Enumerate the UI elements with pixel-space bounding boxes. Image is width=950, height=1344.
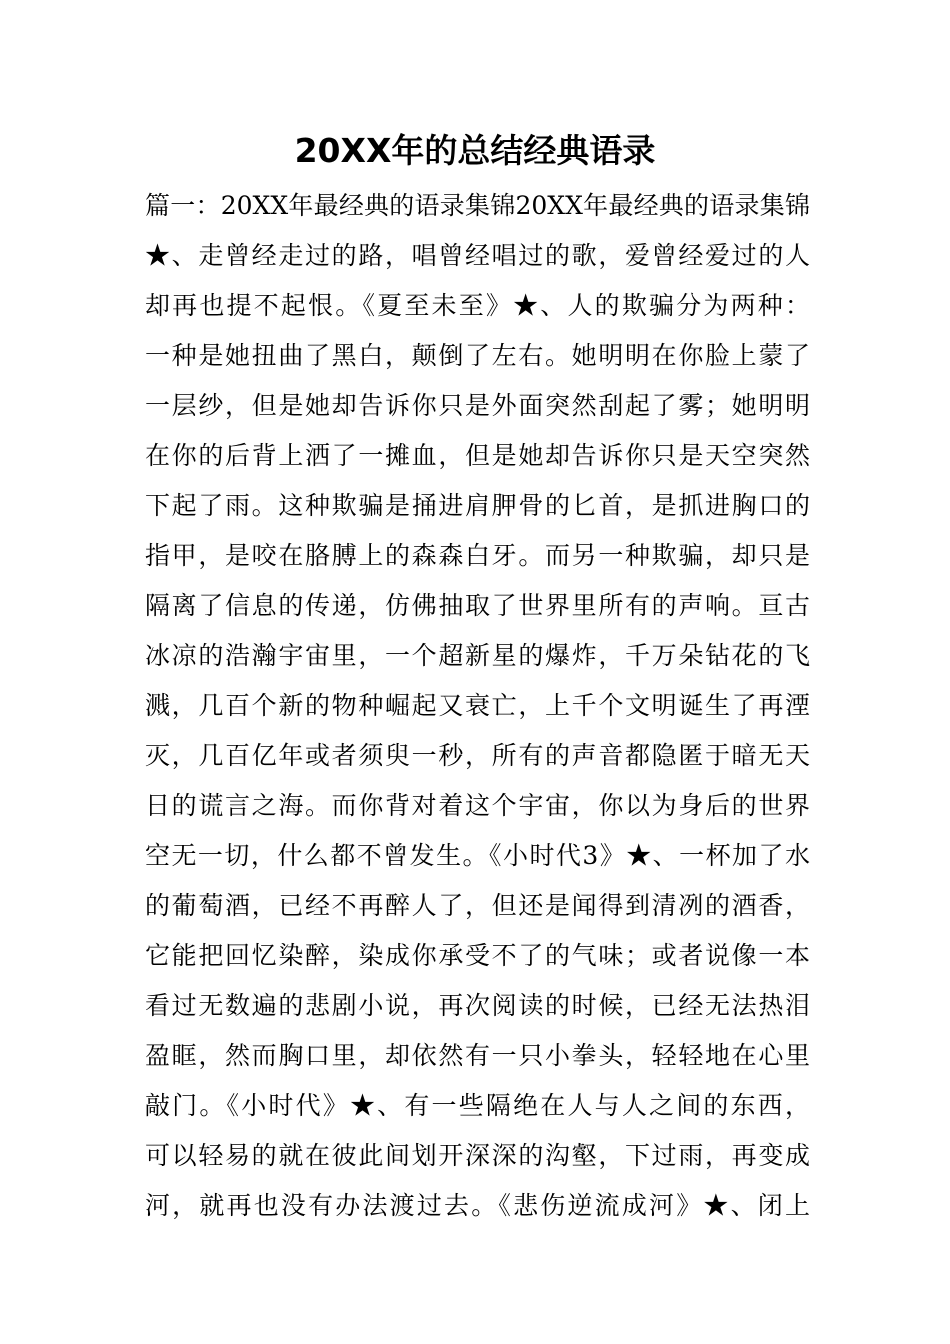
body-line: 一种是她扭曲了黑白，颠倒了左右。她明明在你脸上蒙了	[145, 341, 810, 370]
document-title: 20XX年的总结经典语录	[294, 131, 656, 170]
body-line: 看过无数遍的悲剧小说，再次阅读的时候，已经无法热泪	[145, 991, 810, 1020]
body-line: 却再也提不起恨。《夏至未至》★、人的欺骗分为两种：	[145, 291, 810, 320]
body-line: 盈眶，然而胸口里，却依然有一只小拳头，轻轻地在心里	[145, 1041, 810, 1070]
body-line: 隔离了信息的传递，仿佛抽取了世界里所有的声响。亘古	[145, 591, 810, 620]
body-line: ★、走曾经走过的路，唱曾经唱过的歌，爱曾经爱过的人	[145, 241, 810, 270]
body-line: 在你的后背上洒了一摊血，但是她却告诉你只是天空突然	[145, 441, 810, 470]
body-line: 可以轻易的就在彼此间划开深深的沟壑，下过雨，再变成	[145, 1141, 810, 1170]
body-line: 敲门。《小时代》★、有一些隔绝在人与人之间的东西，	[145, 1091, 810, 1120]
body-line: 一层纱，但是她却告诉你只是外面突然刮起了雾；她明明	[145, 391, 810, 420]
body-line: 空无一切，什么都不曾发生。《小时代3》★、一杯加了水	[145, 841, 810, 870]
body-line: 日的谎言之海。而你背对着这个宇宙，你以为身后的世界	[145, 791, 810, 820]
body-line: 它能把回忆染醉，染成你承受不了的气味；或者说像一本	[145, 941, 810, 970]
body-line: 下起了雨。这种欺骗是捅进肩胛骨的匕首，是抓进胸口的	[145, 491, 810, 520]
body-line: 的葡萄酒，已经不再醉人了，但还是闻得到清冽的酒香，	[145, 891, 810, 920]
body-line: 冰凉的浩瀚宇宙里，一个超新星的爆炸，千万朵钻花的飞	[145, 641, 810, 670]
body-line: 篇一：20XX年最经典的语录集锦20XX年最经典的语录集锦	[145, 191, 810, 220]
body-line: 指甲，是咬在胳膊上的森森白牙。而另一种欺骗，却只是	[145, 541, 810, 570]
body-line: 溅，几百个新的物种崛起又衰亡，上千个文明诞生了再湮	[145, 691, 810, 720]
body-line: 河，就再也没有办法渡过去。《悲伤逆流成河》★、闭上	[145, 1191, 810, 1220]
body-line: 灭，几百亿年或者须臾一秒，所有的声音都隐匿于暗无天	[145, 741, 810, 770]
document-body	[145, 181, 810, 1231]
